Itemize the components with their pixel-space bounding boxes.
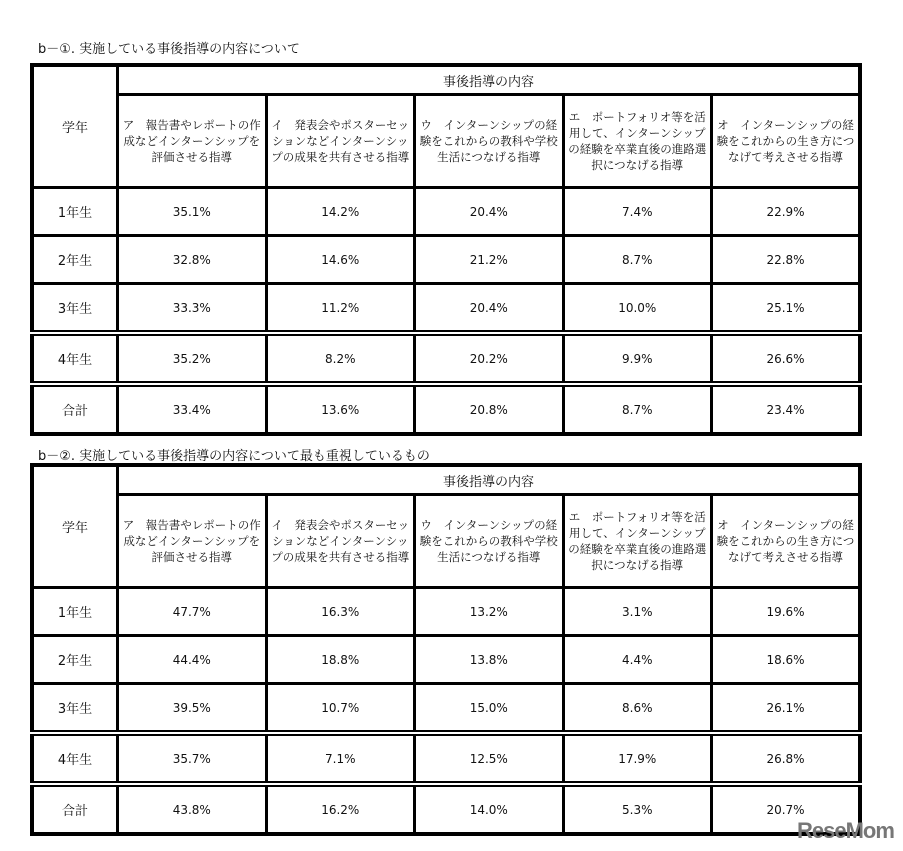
column-header: イ 発表会やポスターセッションなどインターンシップの成果を共有させる指導 [266,495,415,588]
table-row [32,636,860,684]
value-cell: 35.2% [118,333,267,384]
column-header: エ ポートフォリオ等を活用して、インターンシップの経験を卒業直後の進路選択につなげる指導 [563,95,712,188]
value-cell: 20.4% [415,188,564,236]
value-cell: 22.8% [712,236,861,284]
value-cell: 20.4% [415,284,564,334]
value-cell: 33.3% [118,284,267,334]
value-cell: 8.7% [563,236,712,284]
resemom-logo: ReseMom [797,818,894,843]
grade-cell: 合計 [32,784,118,834]
value-cell: 13.2% [415,588,564,636]
column-header: ア 報告書やレポートの作成などインターンシップを評価させる指導 [118,95,267,188]
column-header: ウ インターンシップの経験をこれからの教科や学校生活につなげる指導 [415,95,564,188]
value-cell: 26.1% [712,684,861,734]
grade-cell: 4年生 [32,733,118,784]
value-cell: 14.6% [266,236,415,284]
value-cell: 47.7% [118,588,267,636]
value-cell: 14.2% [266,188,415,236]
value-cell: 23.4% [712,384,861,434]
table-title: b－①. 実施している事後指導の内容について [38,42,300,57]
value-cell: 35.7% [118,733,267,784]
value-cell: 15.0% [415,684,564,734]
grade-header: 学年 [32,65,118,188]
table-row [32,236,860,284]
value-cell: 8.7% [563,384,712,434]
value-cell: 14.0% [415,784,564,834]
grade-cell: 2年生 [32,236,118,284]
value-cell: 7.1% [266,733,415,784]
table-row [32,284,860,334]
value-cell: 26.8% [712,733,861,784]
value-cell: 43.8% [118,784,267,834]
value-cell: 13.8% [415,636,564,684]
grade-cell: 合計 [32,384,118,434]
value-cell: 35.1% [118,188,267,236]
grade-header: 学年 [32,465,118,588]
value-cell: 32.8% [118,236,267,284]
value-cell: 16.2% [266,784,415,834]
value-cell: 33.4% [118,384,267,434]
value-cell: 7.4% [563,188,712,236]
value-cell: 9.9% [563,333,712,384]
grade-cell: 2年生 [32,636,118,684]
value-cell: 18.8% [266,636,415,684]
value-cell: 21.2% [415,236,564,284]
value-cell: 8.2% [266,333,415,384]
value-cell: 25.1% [712,284,861,334]
value-cell: 10.7% [266,684,415,734]
data-table [30,463,862,836]
column-header: イ 発表会やポスターセッションなどインターンシップの成果を共有させる指導 [266,95,415,188]
column-header: ア 報告書やレポートの作成などインターンシップを評価させる指導 [118,495,267,588]
table-row [32,384,860,434]
group-header: 事後指導の内容 [118,65,861,95]
data-table [30,63,862,436]
table-row [32,588,860,636]
value-cell: 17.9% [563,733,712,784]
grade-cell: 1年生 [32,588,118,636]
value-cell: 20.8% [415,384,564,434]
table-row [32,188,860,236]
value-cell: 11.2% [266,284,415,334]
column-header: ウ インターンシップの経験をこれからの教科や学校生活につなげる指導 [415,495,564,588]
column-header: オ インターンシップの経験をこれからの生き方につなげて考えさせる指導 [712,95,861,188]
table-row [32,784,860,834]
value-cell: 8.6% [563,684,712,734]
column-header: エ ポートフォリオ等を活用して、インターンシップの経験を卒業直後の進路選択につなげる指導 [563,495,712,588]
value-cell: 5.3% [563,784,712,834]
table-row [32,733,860,784]
value-cell: 19.6% [712,588,861,636]
value-cell: 12.5% [415,733,564,784]
group-header: 事後指導の内容 [118,465,861,495]
grade-cell: 4年生 [32,333,118,384]
value-cell: 20.7% [712,784,861,834]
grade-cell: 1年生 [32,188,118,236]
grade-cell: 3年生 [32,684,118,734]
value-cell: 18.6% [712,636,861,684]
value-cell: 44.4% [118,636,267,684]
value-cell: 3.1% [563,588,712,636]
value-cell: 39.5% [118,684,267,734]
grade-cell: 3年生 [32,284,118,334]
value-cell: 10.0% [563,284,712,334]
value-cell: 16.3% [266,588,415,636]
table-title: b－②. 実施している事後指導の内容について最も重視しているもの [38,449,430,464]
value-cell: 20.2% [415,333,564,384]
table-row [32,333,860,384]
value-cell: 13.6% [266,384,415,434]
value-cell: 26.6% [712,333,861,384]
value-cell: 4.4% [563,636,712,684]
table-row [32,684,860,734]
value-cell: 22.9% [712,188,861,236]
column-header: オ インターンシップの経験をこれからの生き方につなげて考えさせる指導 [712,495,861,588]
